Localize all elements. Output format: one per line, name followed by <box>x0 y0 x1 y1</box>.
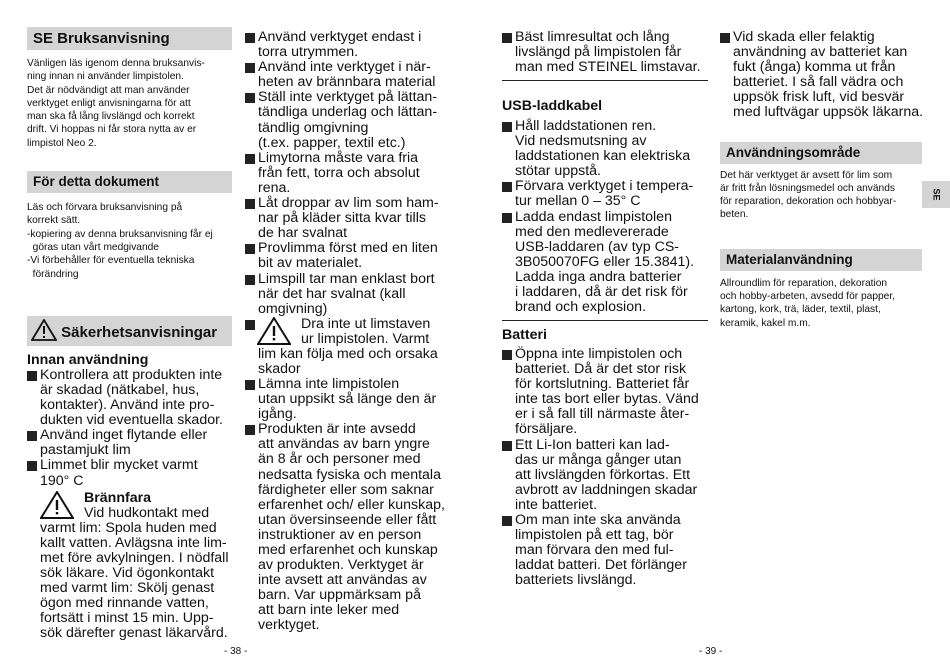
document-paragraph <box>27 201 232 281</box>
text-line: brand och explosion. <box>515 299 646 316</box>
text-line: (t.ex. papper, textil etc.) <box>258 134 406 151</box>
bullet-item <box>245 272 460 317</box>
burn-title: Brännfara <box>84 489 152 506</box>
text-line: Förvara verktyget i tempera- <box>515 178 694 195</box>
text-line: man med STEINEL limstavar. <box>515 59 701 76</box>
text-line: Det är nödvändigt att man använder <box>27 84 190 96</box>
section-heading-document: För detta dokument <box>27 171 232 193</box>
text-line: drift. Vi hoppas ni får stora nytta av er <box>27 124 197 136</box>
side-tab-label: SE <box>931 188 942 201</box>
text-line: batteriets livslängd. <box>515 572 637 589</box>
text-line: avbrott av laddningen skadar <box>515 481 698 498</box>
bullet-item <box>245 377 460 422</box>
column-1 <box>27 27 232 641</box>
text-line: USB-laddaren (av typ CS- <box>515 238 680 255</box>
text-line: är skadad (nätkabel, hus, <box>40 381 200 398</box>
battery-section <box>502 327 708 589</box>
bullet-item <box>502 210 708 316</box>
text-line: Ladda endast limpistolen <box>515 208 672 225</box>
text-line: varmt lim: Spola huden med <box>40 519 217 536</box>
bullet-item <box>502 347 708 438</box>
text-line: kontakter). Använd inte pro- <box>40 397 215 414</box>
text-line: Öppna inte limpistolen och <box>515 346 683 362</box>
text-line: nedsatta fysiska och mentala <box>258 466 441 483</box>
text-line: nar på kläder sitta kvar tills <box>258 210 426 227</box>
section-heading-safety <box>27 316 232 346</box>
text-line: met före avkylningen. I nödfall <box>40 549 229 566</box>
text-line: inte batteriet. <box>515 496 598 513</box>
text-line: heten av brännbara material <box>258 74 436 91</box>
text-line: verktyget. <box>258 617 320 634</box>
text-line: Bäst limresultat och lång <box>515 29 670 45</box>
material-paragraph <box>720 277 922 330</box>
text-line: uppsök frisk luft, vid besvär <box>733 89 905 106</box>
text-line: 190° C <box>40 472 84 489</box>
text-line: förändring <box>27 268 79 280</box>
text-line: Vid nedsmutsning av <box>515 133 647 150</box>
text-line: Ladda inga andra batterier <box>515 268 682 285</box>
text-line: Limspill tar man enklast bort <box>258 270 435 287</box>
text-line: Allroundlim för reparation, dekoration <box>720 277 888 289</box>
text-line: försäljare. <box>515 421 578 438</box>
text-line: beten. <box>720 209 749 221</box>
text-line: omgivning) <box>258 300 328 317</box>
text-line: fortsätt i minst 15 min. Upp- <box>40 610 214 627</box>
text-line: Använd inte verktyget i när- <box>258 59 431 76</box>
column-3 <box>502 30 708 75</box>
divider-line <box>502 320 708 321</box>
text-line: Håll laddstationen ren. <box>515 118 657 134</box>
text-line: keramik, kakel m.m. <box>720 317 811 329</box>
text-line: från fett, torra och absolut <box>258 164 420 181</box>
text-line: tändliga underlag och lättan- <box>258 104 438 121</box>
text-line: barn. Var uppmärksam på <box>258 587 421 604</box>
text-line: livslängd på limpistolen får <box>515 44 682 61</box>
text-line: Ett Li-Ion batteri kan lad- <box>515 436 670 453</box>
bullet-item <box>245 151 460 196</box>
text-line: Använd inget flytande eller <box>40 427 208 444</box>
top-bullet <box>502 30 708 75</box>
warn-first-line: Dra inte ut limstaven <box>301 315 431 332</box>
bullet-item <box>245 30 460 60</box>
text-line: att livslängden förkortas. Ett <box>515 466 691 483</box>
bullet-item <box>245 422 460 633</box>
text-line: Kontrollera att produkten inte <box>40 366 223 383</box>
text-line: -Vi förbehåller för eventuella tekniska <box>27 255 195 267</box>
text-line: med varmt lim: Skölj genast <box>40 579 215 596</box>
before-use-list <box>27 368 232 489</box>
warning-icon <box>257 317 291 350</box>
text-line: Låt droppar av lim som ham- <box>258 195 439 212</box>
text-line: att användas av barn yngre <box>258 436 430 453</box>
text-line: än 8 år och personer med <box>258 451 421 468</box>
bullet-item <box>245 196 460 241</box>
text-line: kallt vatten. Avlägsna inte lim- <box>40 534 227 551</box>
divider-line <box>502 80 708 81</box>
intro-paragraph <box>27 57 232 150</box>
text-line: -kopiering av denna bruksanvisning får ej <box>27 228 213 240</box>
text-line: Det här verktyget är avsett för lim som <box>720 169 893 181</box>
text-line: Vid skada eller felaktig <box>733 29 875 45</box>
usb-heading: USB-laddkabel <box>502 98 603 114</box>
warning-icon <box>31 319 57 349</box>
text-line: rena. <box>258 179 291 196</box>
text-line: man ska få lång livslängd och korrekt <box>27 111 195 123</box>
bullet-item <box>502 179 708 209</box>
text-line: kartong, kork, trä, läder, textil, plast, <box>720 304 881 316</box>
text-line: torra utrymmen. <box>258 44 359 61</box>
bullet-item <box>27 458 232 488</box>
bullet-item <box>502 438 708 513</box>
text-line: ning innan ni använder limpistolen. <box>27 71 184 83</box>
text-line: tändlig omgivning <box>258 119 369 136</box>
text-line: laddat batteri. Det förlänger <box>515 557 687 574</box>
bullet-item <box>245 90 460 150</box>
text-line: limpistolen på ett tag, bör <box>515 527 674 544</box>
text-line: fukt (ånga) komma ut från <box>733 59 896 76</box>
bullet-item <box>245 60 460 90</box>
text-line: ögon med rinnande vatten, <box>40 595 209 612</box>
text-line: korrekt sätt. <box>27 215 81 227</box>
text-line: igång. <box>258 406 297 423</box>
before-use-heading: Innan användning <box>27 351 149 368</box>
text-line: tur mellan 0 – 35° C <box>515 193 641 210</box>
text-line: limpistol Neo 2. <box>27 137 97 149</box>
text-line: stötar uppstå. <box>515 163 601 180</box>
text-line: göras utan vårt medgivande <box>27 241 159 253</box>
battery-list <box>502 347 708 589</box>
text-line: Vänligen läs igenom denna bruksanvis- <box>27 58 205 69</box>
text-line: Använd verktyget endast i <box>258 29 422 45</box>
bullet-item <box>27 428 232 458</box>
text-line: för reparation, dekoration och hobbyar- <box>720 196 897 208</box>
text-line: och hobby-arbeten, avsedd för papper, <box>720 291 896 303</box>
column-4 <box>720 30 922 330</box>
text-line: med luftvägar uppsök läkarna. <box>733 104 924 121</box>
bullet-item <box>502 30 708 75</box>
bullet-item <box>27 368 232 428</box>
text-line: Limytorna måste vara fria <box>258 149 419 166</box>
burn-first-line: Vid hudkontakt med <box>84 504 210 521</box>
text-line: 3B050070FG eller 15.3841). <box>515 253 695 270</box>
warn-second-line: ur limpistolen. Varmt <box>301 330 430 347</box>
text-line: utan översinseende eller fått <box>258 511 437 528</box>
warning-icon <box>40 491 74 524</box>
text-line: man förvara den med ful- <box>515 542 674 559</box>
text-line: för kortslutning. Batteriet får <box>515 376 690 393</box>
text-line: lim kan följa med och orsaka <box>258 345 438 362</box>
text-line: pastamjukt lim <box>40 442 131 459</box>
usb-section <box>502 98 708 315</box>
page-number-right: - 39 - <box>699 646 723 657</box>
burn-warning <box>40 491 232 521</box>
text-line: batteriet. I så fall vädra och <box>733 74 904 91</box>
text-line: sök läkare. Vid ögonkontakt <box>40 564 215 581</box>
safety-list-2 <box>245 377 460 634</box>
usage-paragraph <box>720 169 922 222</box>
text-line: i laddaren, då är det risk för <box>515 284 688 301</box>
section-heading-usage: Användningsområde <box>720 142 922 164</box>
text-line: skador <box>258 360 301 377</box>
bullet-item <box>720 30 922 121</box>
text-line: är fritt från lösningsmedel och används <box>720 182 895 194</box>
text-line: att barn inte leker med <box>258 602 400 619</box>
text-line: när det har svalnat (kall <box>258 285 406 302</box>
text-line: Produkten är inte avsedd <box>258 421 416 438</box>
text-line: bit av materialet. <box>258 255 363 272</box>
text-line: med erfarenhet och kunskap <box>258 542 438 558</box>
bullet-item <box>245 241 460 271</box>
text-line: inte avsett att användas av <box>258 572 427 589</box>
text-line: användning av batteriet kan <box>733 44 908 61</box>
text-line: erfarenhet och/ eller kunskap, <box>258 496 445 513</box>
text-line: de har svalnat <box>258 225 348 242</box>
text-line: inte tas bort eller bytas. Vänd <box>515 391 699 408</box>
text-line: Lämna inte limpistolen <box>258 375 400 392</box>
text-line: Läs och förvara bruksanvisning på <box>27 202 183 214</box>
side-tab <box>922 181 950 208</box>
text-line: verktyget enligt anvisningarna för att <box>27 97 191 109</box>
safety-list-1 <box>245 30 460 317</box>
text-line: instruktioner av en person <box>258 526 422 543</box>
text-line: dukten vid eventuella skador. <box>40 412 223 429</box>
section-heading-material: Materialanvändning <box>720 249 922 271</box>
text-line: färdigheter eller som saknar <box>258 481 434 498</box>
column-2 <box>245 30 460 634</box>
text-line: utan uppsikt så länge den är <box>258 391 437 408</box>
text-line: Ställ inte verktyget på lättan- <box>258 89 438 106</box>
burn-text <box>40 521 232 642</box>
stick-warning <box>245 317 460 347</box>
text-line: Om man inte ska använda <box>515 512 681 529</box>
text-line: batteriet. Då är det stor risk <box>515 361 687 378</box>
text-line: Provlimma först med en liten <box>258 240 438 257</box>
top-bullet <box>720 30 922 121</box>
usb-list <box>502 119 708 315</box>
battery-heading: Batteri <box>502 327 547 343</box>
text-line: er i så fall till närmaste åter- <box>515 406 690 423</box>
safety-heading-text: Säkerhetsanvisningar <box>61 323 218 341</box>
text-line: Limmet blir mycket varmt <box>40 457 198 474</box>
page-number-left: - 38 - <box>224 646 248 657</box>
warn-text <box>258 347 460 377</box>
page-title: SE Bruksanvisning <box>27 27 232 50</box>
bullet-item <box>502 119 708 179</box>
text-line: av produkten. Verktyget är <box>258 557 424 574</box>
bullet-square <box>245 320 255 330</box>
bullet-item <box>502 513 708 588</box>
text-line: das ur många gånger utan <box>515 451 682 468</box>
text-line: sök därefter genast läkarvård. <box>40 625 228 642</box>
text-line: laddstationen kan elektriska <box>515 148 691 165</box>
text-line: med den medlevererade <box>515 223 669 240</box>
